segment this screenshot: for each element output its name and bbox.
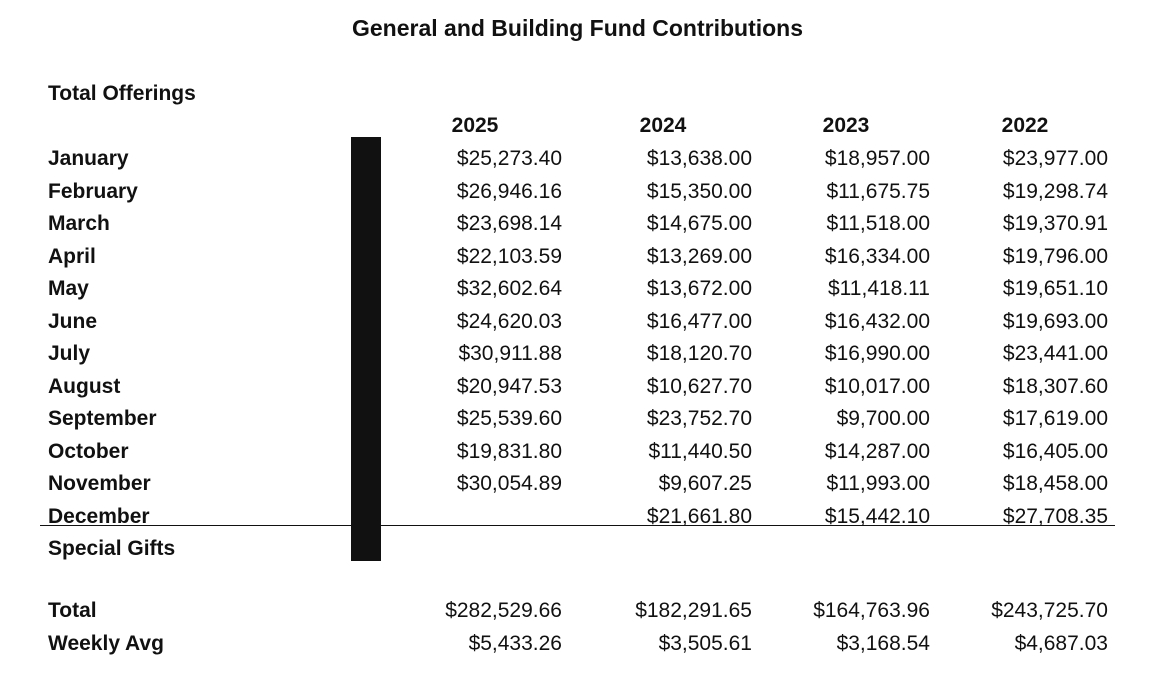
- cell-2022: $16,405.00: [1002, 439, 1108, 463]
- table-row: [0, 274, 1155, 307]
- table-row: [0, 372, 1155, 405]
- cell-2025: $30,911.88: [458, 342, 562, 365]
- row-label: May: [48, 277, 89, 300]
- table-row: [0, 209, 1155, 242]
- cell-2023: $16,432.00: [824, 309, 930, 333]
- section-label: Total Offerings: [48, 82, 196, 105]
- cell-2022: $19,298.74: [1002, 179, 1108, 203]
- cell-2024: $13,638.00: [646, 147, 752, 170]
- table-row: [0, 534, 1155, 567]
- table-row: [0, 339, 1155, 372]
- cell-2025: $30,054.89: [456, 472, 562, 495]
- cell-2024: $18,120.70: [646, 342, 752, 365]
- row-label: December: [48, 504, 150, 528]
- year-header-2023: 2023: [822, 114, 870, 137]
- row-label: January: [48, 147, 129, 170]
- cell-2024: $15,350.00: [646, 179, 752, 203]
- cell-2024: $11,440.50: [648, 439, 752, 463]
- cell-2023: $16,990.00: [824, 342, 930, 365]
- cell-2023: $15,442.10: [824, 504, 930, 528]
- cell-2025: $23,698.14: [456, 212, 562, 235]
- cell-2023: $164,763.96: [813, 599, 930, 622]
- year-header-2024: 2024: [639, 114, 687, 137]
- cell-2022: $27,708.35: [1002, 504, 1108, 528]
- cell-2023: $16,334.00: [824, 244, 930, 268]
- table-row: [0, 242, 1155, 275]
- cell-2023: $10,017.00: [824, 374, 930, 398]
- cell-2025: $25,273.40: [456, 147, 562, 170]
- row-label: July: [48, 342, 91, 365]
- table-row: [0, 177, 1155, 210]
- cell-2024: $10,627.70: [646, 374, 752, 398]
- cell-2022: $18,458.00: [1002, 472, 1108, 495]
- cell-2022: $23,977.00: [1002, 147, 1108, 170]
- row-label: April: [48, 244, 96, 268]
- cell-2025: $24,620.03: [456, 309, 562, 333]
- row-label: November: [48, 472, 151, 495]
- table-row: [0, 469, 1155, 502]
- monthly-rows: [0, 144, 1155, 567]
- cell-2022: $4,687.03: [1014, 631, 1108, 655]
- cell-2022: $18,307.60: [1002, 374, 1108, 398]
- row-label: Special Gifts: [48, 537, 176, 560]
- table-row: [0, 404, 1155, 437]
- cell-2024: $9,607.25: [658, 472, 752, 495]
- cell-2023: $11,993.00: [826, 472, 930, 495]
- cell-2022: $243,725.70: [991, 599, 1108, 622]
- row-label: October: [48, 439, 129, 463]
- table-row: [0, 144, 1155, 177]
- total-row: [0, 596, 1155, 629]
- table-row: [0, 307, 1155, 340]
- cell-2024: $14,675.00: [646, 212, 752, 235]
- cell-2025: $22,103.59: [456, 244, 562, 268]
- cell-2022: $23,441.00: [1002, 342, 1108, 365]
- row-label: Weekly Avg: [48, 631, 164, 655]
- cell-2025: $5,433.26: [468, 631, 562, 655]
- table-row: [0, 437, 1155, 470]
- cell-2025: $20,947.53: [456, 374, 562, 398]
- cell-2024: $23,752.70: [646, 407, 752, 430]
- cell-2023: $11,675.75: [826, 179, 930, 203]
- cell-2022: $19,651.10: [1002, 277, 1108, 300]
- cell-2023: $11,518.00: [826, 212, 930, 235]
- cell-2025: $19,831.80: [456, 439, 562, 463]
- cell-2022: $19,796.00: [1002, 244, 1108, 268]
- cell-2024: $3,505.61: [658, 631, 752, 655]
- cell-2024: $16,477.00: [646, 309, 752, 333]
- cell-2023: $11,418.11: [828, 277, 930, 300]
- cell-2025: $26,946.16: [456, 179, 562, 203]
- row-label: August: [48, 374, 121, 398]
- cell-2024: $13,269.00: [646, 244, 752, 268]
- cell-2024: $182,291.65: [635, 599, 752, 622]
- cell-2025: $282,529.66: [445, 599, 562, 622]
- row-label: February: [48, 179, 138, 203]
- cell-2024: $13,672.00: [646, 277, 752, 300]
- totals-rows: [0, 596, 1155, 661]
- cell-2024: $21,661.80: [646, 504, 752, 528]
- cell-2022: $19,370.91: [1002, 212, 1108, 235]
- row-label: September: [48, 407, 157, 430]
- cell-2022: $17,619.00: [1002, 407, 1108, 430]
- cell-2023: $9,700.00: [836, 407, 930, 430]
- row-label: Total: [48, 599, 97, 622]
- cell-2022: $19,693.00: [1002, 309, 1108, 333]
- cell-2023: $3,168.54: [836, 631, 930, 655]
- row-label: March: [48, 212, 110, 235]
- cell-2023: $14,287.00: [824, 439, 930, 463]
- cell-2025: $25,539.60: [456, 407, 562, 430]
- row-label: June: [48, 309, 98, 333]
- cell-2025: $32,602.64: [456, 277, 562, 300]
- year-header-2022: 2022: [1001, 114, 1049, 137]
- year-header-2025: 2025: [451, 114, 499, 137]
- weekly-avg-row: [0, 629, 1155, 662]
- cell-2023: $18,957.00: [824, 147, 930, 170]
- table-row: [0, 502, 1155, 535]
- document-title: General and Building Fund Contributions: [351, 15, 804, 41]
